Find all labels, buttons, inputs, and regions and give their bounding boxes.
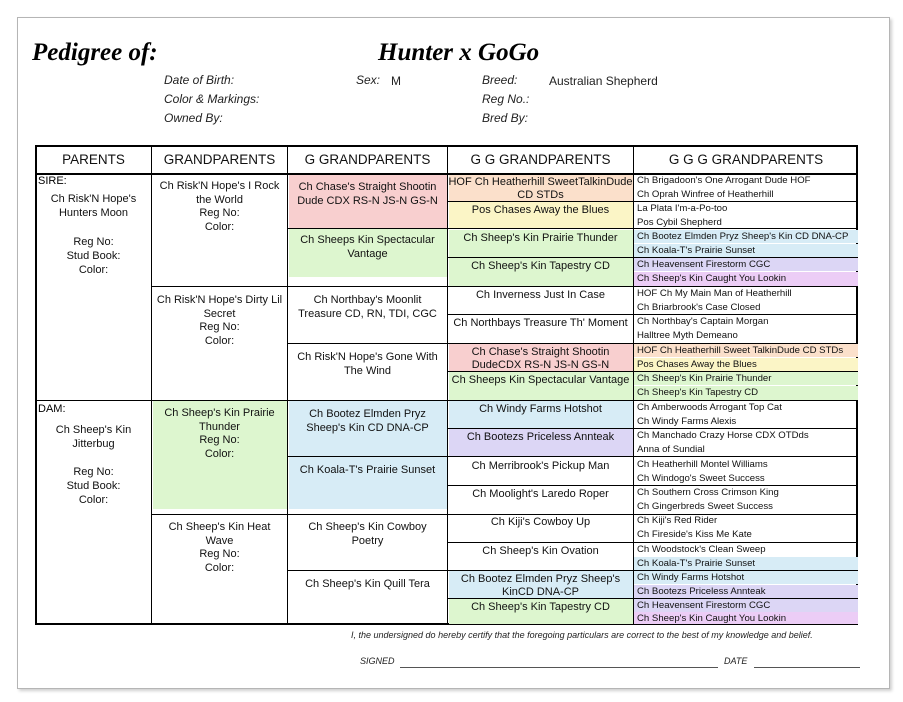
gg-grandparent-11: Ch Merribrook's Pickup Man (471, 460, 610, 472)
g-grandparent-7: Ch Sheep's Kin Cowboy Poetry (308, 521, 427, 547)
g-grandparent-2: Ch Sheeps Kin Spectacular Vantage (300, 234, 435, 260)
reg-no-label: Reg No.: (482, 92, 530, 106)
gg-grandparent-9: Ch Windy Farms Hotshot (479, 403, 602, 415)
grandparent-2: Ch Risk'N Hope's Dirty Lil Secret Reg No: Color: (156, 294, 283, 347)
gg-grandparent-15: Ch Bootez Elmden Pryz Sheep's KinCD DNA-CP (460, 573, 621, 598)
dam-name: Ch Sheep's Kin Jitterbug (55, 424, 132, 450)
ggg-grandparent-25: Ch Kiji's Red Rider (637, 515, 718, 526)
ggg-grandparent-31: Ch Heavensent Firestorm CGC (637, 600, 771, 611)
owned-by-label: Owned By: (164, 111, 223, 125)
gg-grandparent-1: HOF Ch Heatherhill SweetTalkinDude CD STDs (448, 176, 633, 201)
bred-by-label: Bred By: (482, 111, 529, 125)
sex-value: M (391, 74, 401, 88)
g-grandparent-5: Ch Bootez Elmden Pryz Sheep's Kin CD DNA-CP (306, 408, 429, 434)
dam-label: DAM: (38, 403, 66, 415)
ggg-grandparent-29: Ch Windy Farms Hotshot (637, 572, 745, 583)
grandparent-4: Ch Sheep's Kin Heat Wave Reg No: Color: (168, 521, 271, 574)
g-grandparent-8: Ch Sheep's Kin Quill Tera (305, 578, 430, 590)
ggg-grandparent-30: Ch Bootezs Priceless Annteak (637, 586, 766, 597)
sire-name: Ch Risk'N Hope's Hunters Moon (50, 193, 137, 219)
ggg-grandparent-1: Ch Brigadoon's One Arrogant Dude HOF (637, 175, 811, 186)
gg-grandparent-16: Ch Sheep's Kin Tapestry CD (471, 601, 610, 613)
date-label: DATE (724, 656, 748, 666)
ggg-grandparent-17: Ch Amberwoods Arrogant Top Cat (637, 402, 782, 413)
ggg-grandparent-32: Ch Sheep's Kin Caught You Lookin (637, 613, 787, 624)
sex-label: Sex: (356, 73, 381, 87)
ggg-grandparent-2: Ch Oprah Winfree of Heatherhill (637, 189, 774, 200)
ggg-grandparent-24: Ch Gingerbreds Sweet Success (637, 501, 773, 512)
ggg-grandparent-14: Pos Chases Away the Blues (637, 359, 757, 370)
ggg-grandparent-8: Ch Sheep's Kin Caught You Lookin (637, 273, 787, 284)
ggg-grandparent-9: HOF Ch My Main Man of Heatherhill (637, 288, 792, 299)
signed-label: SIGNED (360, 656, 395, 666)
ggg-grandparent-15: Ch Sheep's Kin Prairie Thunder (637, 373, 772, 384)
dam-details: Reg No: Stud Book: Color: (66, 466, 121, 506)
ggg-grandparent-28: Ch Koala-T's Prairie Sunset (637, 558, 756, 569)
ggg-grandparent-13: HOF Ch Heatherhill Sweet TalkinDude CD STDs (637, 345, 844, 356)
ggg-grandparent-19: Ch Manchado Crazy Horse CDX OTDds (637, 430, 809, 441)
g-grandparent-3: Ch Northbay's Moonlit Treasure CD, RN, TDI, CGC (298, 294, 437, 320)
header-grandparents: GRANDPARENTS (163, 152, 276, 167)
gg-grandparent-3: Ch Sheep's Kin Prairie Thunder (463, 232, 618, 244)
breed-value: Australian Shepherd (549, 74, 658, 88)
header-parents: PARENTS (62, 152, 125, 167)
ggg-grandparent-3: La Plata I'm-a-Po-too (637, 203, 728, 214)
gg-grandparent-6: Ch Northbays Treasure Th' Moment (453, 317, 628, 329)
ggg-grandparent-12: Halltree Myth Demeano (637, 330, 738, 341)
breed-label: Breed: (482, 73, 518, 87)
ggg-grandparent-23: Ch Southern Cross Crimson King (637, 487, 779, 498)
signature-line[interactable] (400, 667, 718, 668)
sire-label: SIRE: (38, 175, 67, 187)
date-line[interactable] (754, 667, 860, 668)
ggg-grandparent-21: Ch Heatherhill Montel Williams (637, 459, 768, 470)
ggg-grandparent-4: Pos Cybil Shepherd (637, 217, 722, 228)
header-ggg-grandparents: G G G GRANDPARENTS (668, 152, 824, 167)
gg-grandparent-13: Ch Kiji's Cowboy Up (490, 516, 591, 528)
color-markings-label: Color & Markings: (164, 92, 260, 106)
certification-text: I, the undersigned do hereby certify that the foregoing particulars are correct to the best of my knowledge and belief. (351, 630, 813, 640)
g-grandparent-6: Ch Koala-T's Prairie Sunset (299, 464, 436, 476)
ggg-grandparent-20: Anna of Sundial (637, 444, 705, 455)
gg-grandparent-2: Pos Chases Away the Blues (471, 204, 610, 216)
header-g-grandparents: G GRANDPARENTS (304, 152, 431, 167)
grandparent-1: Ch Risk'N Hope's I Rock the World Reg No: Color: (159, 180, 280, 233)
ggg-grandparent-27: Ch Woodstock's Clean Sweep (637, 544, 766, 555)
sire-details: Reg No: Stud Book: Color: (66, 236, 121, 276)
grandparent-3: Ch Sheep's Kin Prairie Thunder Reg No: Color: (164, 407, 275, 460)
gg-grandparent-12: Ch Moolight's Laredo Roper (472, 488, 609, 500)
ggg-grandparent-5: Ch Bootez Elmden Pryz Sheep's Kin CD DNA-CP (637, 231, 849, 242)
ggg-grandparent-7: Ch Heavensent Firestorm CGC (637, 259, 771, 270)
ggg-grandparent-11: Ch Northbay's Captain Morgan (637, 316, 769, 327)
g-grandparent-4: Ch Risk'N Hope's Gone With The Wind (297, 351, 438, 377)
gg-grandparent-10: Ch Bootezs Priceless Annteak (466, 431, 615, 443)
dob-label: Date of Birth: (164, 73, 235, 87)
ggg-grandparent-26: Ch Fireside's Kiss Me Kate (637, 529, 752, 540)
gg-grandparent-14: Ch Sheep's Kin Ovation (482, 545, 599, 557)
ggg-grandparent-6: Ch Koala-T's Prairie Sunset (637, 245, 756, 256)
gg-grandparent-7: Ch Chase's Straight Shootin DudeCDX RS-N JS-N GS-N (471, 346, 610, 371)
ggg-grandparent-16: Ch Sheep's Kin Tapestry CD (637, 387, 759, 398)
pedigree-title-label: Pedigree of: (32, 39, 158, 66)
ggg-grandparent-18: Ch Windy Farms Alexis (637, 416, 737, 427)
gg-grandparent-8: Ch Sheeps Kin Spectacular Vantage (451, 374, 630, 386)
gg-grandparent-4: Ch Sheep's Kin Tapestry CD (471, 260, 610, 272)
col-divider-2 (287, 146, 288, 624)
g-grandparent-1: Ch Chase's Straight Shootin Dude CDX RS-N JS-N GS-N (297, 181, 438, 207)
gg-grandparent-5: Ch Inverness Just In Case (475, 289, 605, 301)
ggg-grandparent-22: Ch Windogo's Sweet Success (637, 473, 765, 484)
ggg-grandparent-10: Ch Briarbrook's Case Closed (637, 302, 761, 313)
header-gg-grandparents: G G GRANDPARENTS (470, 152, 611, 167)
dog-name: Hunter x GoGo (378, 39, 540, 66)
